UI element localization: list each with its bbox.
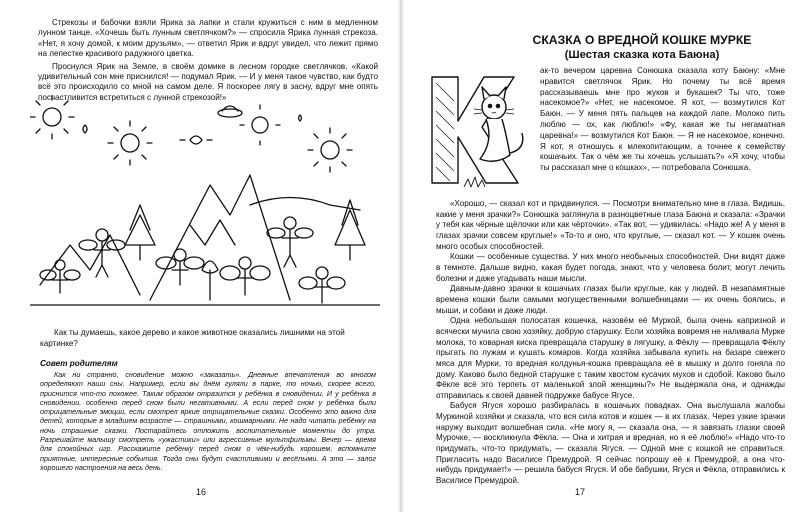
story-subtitle: (Шестая сказка кота Баюна)	[564, 49, 720, 61]
story-side-text	[540, 66, 785, 174]
intro-paragraph-2: Проснулся Ярик на Земле, в своём домике в лесном городке светлячков. «Какой удивительный сон мне приснился! — подумал Ярик. — И у меня такое чувство, как будто всё это происходило со мной на самом деле. Я поскорее лягу в засну, вдруг мне опять посчастливится встретиться с лунной стрекозой!»	[38, 61, 378, 102]
story-paragraph-opening: ак-то вечером царевна Сонюшка сказала коту Баюну: «Мне нравится светлячок Ярик. Но почему ты всё время рассказываешь мне про жуков и букашек? Ты что, тоже насекомое?» «Нет, не насекомое. Я кот, — возмутился Кот Баюн. — У меня пять пальцев на каждой лапе. Молоко пить люблю — ох, как люблю!» «Фу, какая же ты негаматная царевна!» — возмутился Кот Баюн. — Я не насекомое, конечно. Я кот, я отношусь к млекопитающим, а точнее к семейству кошачьих. Так о чём же ты хочешь услышать?» «Я хочу, чтобы ты рассказал мне о кошках», — потребовала Сонюшка.	[540, 66, 785, 173]
illustration-drawing	[30, 95, 380, 310]
advice-paragraph: Как ни странно, сновидение можно «заказать». Дневные впечатления во многом определяют наши сны. Например, если вы днём гуляли в парке, то ночью, скорее всего, приснится что-то похожее. Таким образом отразится у ребёнка в сновидении. И у ребёнка в сновидении, особенно перед сном были негативными. А если перед сном у ребёнка были отрицательные эмоции, если смотрел яркие отрицательные сказки. Особенно это важно для детей, которые в младшем возрасте — страшными, кошмарными. Не надо читать ребёнку на ночь страшные сказки. Постарайтесь отложить воспитательные моменты до утра. Разрешайте малышу смотреть «ужастики» или агрессивные мультфильмы. Вечер — время для спокойных игр. Расскажите ребёнку перед сном о чём-нибудь хорошем, вспомните приятные, интересные события. Тогда сны будут счастливыми и весёлыми. А это — залог хорошего настроения на весь день.	[40, 370, 376, 472]
story-paragraph: Одна небольшая полосатая кошечка, назовём её Муркой, была очень капризной и всячески мучила свою хозяйку, добрую старушку. Если хозяйка вовремя не наливала Мурке молока, то коварная киска превращала старушку в лягушку, а Фёклу — превращала Фёклу прыгать по лужам и кушать комаров. Когда хозяйка забывала купить на базаре свежего мяса для Мурки, то вредная колдунья-кошка превращала её в мышку и долго гоняла по дому. Каково было бедной старушке с таким хвостом кусачих мухов и сдобой. Каково было Фёкле всё это терпеть от маленькой злой женщины?» Не выдержала она, и однажды отправилась к своей давней подружке бабусе Ягусе.	[436, 316, 785, 400]
left-intro-text	[38, 18, 378, 103]
cat-drop-cap-icon	[424, 63, 534, 191]
story-paragraph: Кошки — особенные существа. У них много необычных способностей. Они видят даже в темноте. Дальше видно, какая будет погода, знают, что у человека болит, могут лечить болезни и даже угадывать наши мысли.	[436, 252, 785, 283]
advice-body	[40, 370, 376, 472]
story-paragraph: «Хорошо, — сказал кот и придвинулся. — Посмотри внимательно мне в глаза. Видишь, какие у меня зрачки?» Сонюшка заглянула в разноцветные глаза Баюна и сказала: «Зрачки у тебя как чёрные щёлочки или как чёрточки». «Так вот, — удивилась: «Надо же! А у меня в глазах зрачки совсем круглые!» «То-то и оно, что круглые, — сказал кот. — У кошек очень много особых способностей.	[436, 199, 785, 251]
page-number-left: 16	[196, 487, 207, 497]
story-paragraph: Бабуся Ягуся хорошо разбиралась в кошачьих повадках. Она выслушала жалобы Муркиной хозяйки и сказала, что вся сила котов и кошек — в их глазах. Через узкие зрачки наружу выходит волшебная сила. «Не могу я, — сказала она, — я завязать глазки своей Мурочке, — воскликнула Фёкла. — Она и хитрая и вредная, но я её люблю!» «Надо что-то придумать, что-то придумать, — сказала Ягуся. — Одной мне с кошкой не справиться. Пригласить надо Василисе Премудрой. Я сейчас попрошу её к Премудрой, а она что-нибудь придумает!» — решила бабуся Ягуся. И обе бабушки, Ягуся и Фёкла, отправились к Василисе Премудрой.	[436, 401, 785, 486]
page-number-right: 17	[575, 487, 586, 497]
advice-title: Совет родителям	[40, 359, 118, 368]
right-page	[404, 0, 800, 512]
question-text: Как ты думаешь, какое дерево и какое животное оказались лишними на этой картинке?	[40, 328, 345, 348]
story-paragraph: Давным-давно зрачки в кошачьих глазах были круглые, как у людей. В незапамятные времена кошки были самыми могущественными волшебницами — их очень боялись, и мыши, и собаки и даже люди.	[436, 284, 785, 315]
left-page	[0, 0, 398, 512]
story-body-text	[436, 199, 785, 487]
intro-paragraph-1: Стрекозы и бабочки взяли Ярика за лапки и стали кружиться с ним в медленном лунном танце. «Хочешь быть лунным светлячком?» — спросила Ярика лунная стрекоза. «Нет, я хочу домой, к моим друзьям», — ответил Ярик и вдруг увидел, что лежит прямо на лепестке красивого радужного цветка.	[38, 18, 378, 59]
fairy-tale-illustration	[30, 95, 380, 310]
story-title: СКАЗКА О ВРЕДНОЙ КОШКЕ МУРКЕ	[532, 33, 752, 47]
drop-cap-illustration	[424, 63, 534, 191]
